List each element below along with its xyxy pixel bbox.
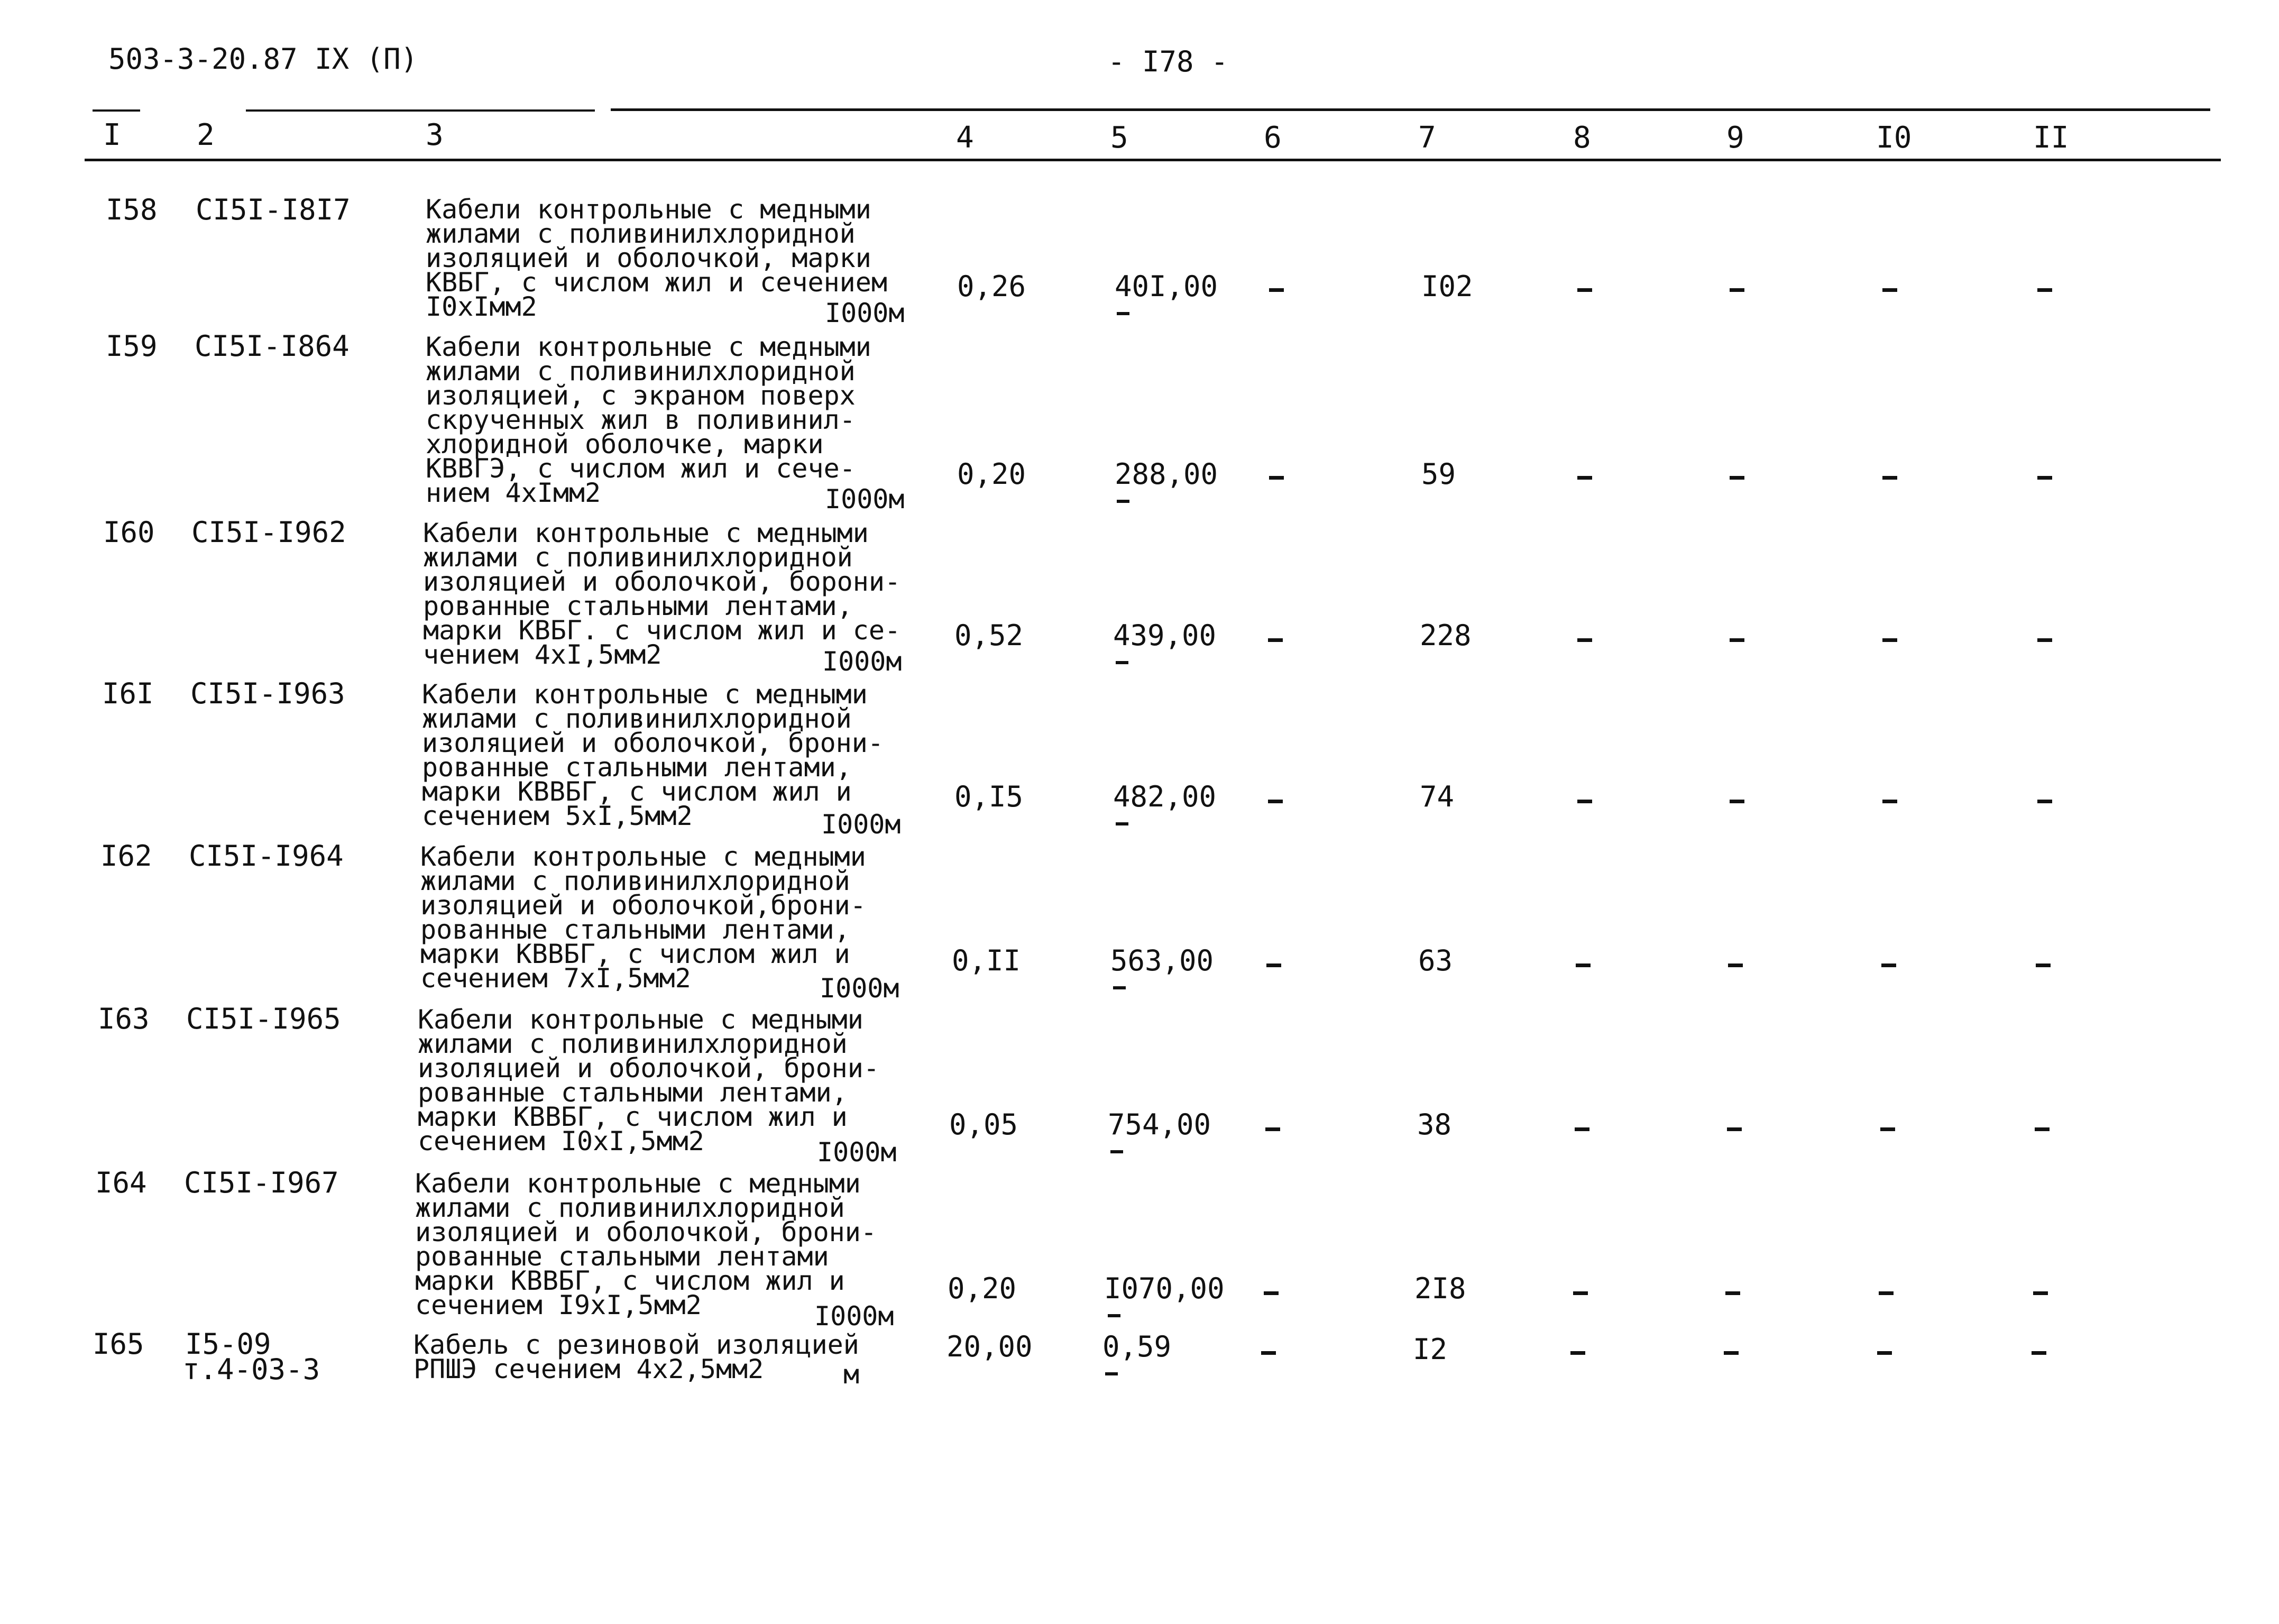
row-col8-dash [1577, 800, 1592, 803]
row-description: Кабели контрольные с медными жилами с поливинилхлоридной изоляцией и оболочкой, борони- рованные стальными лентами, марки КВБГ. с числом жил и се- чением 4xI,5мм2 [423, 518, 901, 670]
row-col7: 63 [1418, 944, 1453, 977]
row-col6-dash [1268, 638, 1283, 642]
column-header-7: 7 [1418, 121, 1436, 155]
col5-mark [1117, 500, 1129, 503]
row-col10-dash [1879, 1291, 1894, 1295]
column-header-1: I [103, 118, 121, 152]
row-code-reference: т.4-03-3 [182, 1353, 320, 1386]
row-unit: I000м [820, 973, 899, 1004]
row-number: I65 [93, 1327, 144, 1361]
row-code: CI5I-I967 [184, 1166, 339, 1199]
row-col4: 0,52 [954, 619, 1024, 652]
row-col4: 0,I5 [954, 780, 1024, 813]
row-col6-dash [1265, 1127, 1280, 1131]
row-unit: I000м [814, 1301, 894, 1332]
row-code: CI5I-I963 [190, 677, 345, 710]
row-col6-dash [1261, 1351, 1276, 1355]
row-unit: I000м [825, 298, 905, 328]
column-header-5: 5 [1110, 121, 1128, 155]
row-col7: 2I8 [1414, 1272, 1466, 1305]
row-col10-dash [1882, 800, 1897, 803]
row-col9-dash [1728, 964, 1743, 967]
column-header-2: 2 [197, 118, 215, 152]
row-description: Кабели контрольные с медными жилами с поливинилхлоридной изоляцией и оболочкой, брони- рованные стальными лентами марки КВВБГ, с числом жил и сечением I9xI,5мм2 [415, 1168, 877, 1320]
row-col11-dash [2037, 476, 2052, 480]
row-col8-dash [1576, 964, 1591, 967]
row-number: I62 [100, 839, 152, 873]
col5-mark [1116, 661, 1128, 664]
row-code: CI5I-I964 [189, 839, 344, 873]
row-col10-dash [1882, 288, 1897, 292]
column-header-4: 4 [956, 121, 974, 155]
row-number: I58 [106, 193, 158, 226]
row-col9-dash [1730, 638, 1744, 642]
row-description: Кабели контрольные с медными жилами с поливинилхлоридной изоляцией и оболочкой,брони- рованные стальными лентами, марки КВВБГ, с числом жил и сечением 7xI,5мм2 [420, 841, 866, 994]
column-header-3: 3 [426, 118, 444, 152]
row-col7: I2 [1413, 1333, 1448, 1366]
col5-mark [1105, 1372, 1118, 1375]
row-col4: 0,II [952, 944, 1021, 977]
row-col5: 288,00 [1115, 457, 1218, 491]
row-col4: 20,00 [946, 1330, 1033, 1363]
row-col10-dash [1882, 638, 1897, 642]
row-col9-dash [1724, 1351, 1739, 1355]
row-col11-dash [2037, 800, 2052, 803]
row-col10-dash [1881, 964, 1896, 967]
col5-mark [1110, 1150, 1123, 1153]
column-header-11: II [2033, 121, 2069, 155]
row-code: CI5I-I8I7 [196, 193, 351, 226]
row-description: Кабель с резиновой изоляцией РПШЭ сечением 4x2,5мм2 [413, 1329, 859, 1384]
header-rule-segment [93, 109, 140, 112]
row-col10-dash [1882, 476, 1897, 480]
col5-mark [1108, 1314, 1120, 1317]
row-unit: I000м [821, 809, 901, 840]
page-number: - I78 - [1108, 45, 1228, 78]
column-header-8: 8 [1573, 121, 1591, 155]
row-col4: 0,20 [957, 457, 1026, 491]
row-unit: I000м [817, 1137, 897, 1168]
row-unit: I000м [822, 646, 902, 677]
row-col5: 40I,00 [1115, 270, 1218, 303]
row-col8-dash [1577, 288, 1592, 292]
row-col9-dash [1730, 800, 1744, 803]
row-col4: 0,26 [957, 270, 1026, 303]
row-code: CI5I-I965 [186, 1002, 341, 1035]
row-col5: 563,00 [1110, 944, 1214, 977]
row-col10-dash [1880, 1127, 1895, 1131]
col5-mark [1113, 986, 1126, 989]
row-col11-dash [2035, 1127, 2050, 1131]
column-header-9: 9 [1726, 121, 1744, 155]
header-rule-top [611, 108, 2210, 111]
row-col9-dash [1730, 288, 1744, 292]
row-code: CI5I-I864 [195, 329, 350, 363]
row-col8-dash [1575, 1127, 1589, 1131]
row-col8-dash [1570, 1351, 1585, 1355]
row-col6-dash [1269, 288, 1284, 292]
row-col6-dash [1266, 964, 1281, 967]
row-col9-dash [1725, 1291, 1740, 1295]
row-col8-dash [1573, 1291, 1588, 1295]
row-col6-dash [1269, 476, 1284, 480]
row-col6-dash [1264, 1291, 1279, 1295]
row-col4: 0,05 [949, 1108, 1018, 1141]
header-rule-bottom [85, 159, 2221, 161]
row-col11-dash [2037, 638, 2052, 642]
row-col8-dash [1577, 638, 1592, 642]
row-col7: 228 [1420, 619, 1472, 652]
row-number: I60 [103, 516, 155, 549]
row-col8-dash [1577, 476, 1592, 480]
row-col7: 38 [1417, 1108, 1452, 1141]
row-unit: м [843, 1359, 860, 1390]
row-col7: 59 [1421, 457, 1456, 491]
row-col4: 0,20 [948, 1272, 1017, 1305]
row-code: CI5I-I962 [191, 516, 346, 549]
column-header-6: 6 [1264, 121, 1282, 155]
row-number: I64 [95, 1166, 147, 1199]
row-col5: I070,00 [1104, 1272, 1225, 1305]
row-number: I59 [106, 329, 158, 363]
col5-mark [1117, 312, 1129, 315]
row-col7: I02 [1421, 270, 1473, 303]
row-col9-dash [1730, 476, 1744, 480]
row-col5: 482,00 [1113, 780, 1217, 813]
row-description: Кабели контрольные с медными жилами с поливинилхлоридной изоляцией, с экраном поверх скрученных жил в поливинил- хлоридной оболочке, марки КВВГЭ, с числом жил и сече- нием 4xIмм2 [426, 332, 871, 508]
document-code: 503-3-20.87 IX (П) [108, 42, 418, 76]
row-col11-dash [2032, 1351, 2046, 1355]
row-col6-dash [1268, 800, 1283, 803]
row-col10-dash [1877, 1351, 1892, 1355]
row-col9-dash [1727, 1127, 1742, 1131]
row-col11-dash [2033, 1291, 2048, 1295]
header-rule-segment [246, 109, 595, 112]
row-description: Кабели контрольные с медными жилами с поливинилхлоридной изоляцией и оболочкой, брони- рованные стальными лентами, марки КВВБГ, с числом жил и сечением I0xI,5мм2 [418, 1004, 879, 1157]
row-unit: I000м [825, 484, 905, 515]
row-number: I6I [102, 677, 154, 710]
row-col5: 0,59 [1102, 1330, 1172, 1363]
row-col5: 754,00 [1108, 1108, 1211, 1141]
col5-mark [1116, 822, 1128, 825]
column-header-10: I0 [1876, 121, 1912, 155]
row-description: Кабели контрольные с медными жилами с поливинилхлоридной изоляцией и оболочкой, брони- рованные стальными лентами, марки КВВБГ, с числом жил и сечением 5xI,5мм2 [422, 679, 884, 831]
row-code: I5-09 [185, 1327, 271, 1361]
row-number: I63 [98, 1002, 150, 1035]
row-col11-dash [2037, 288, 2052, 292]
row-col5: 439,00 [1113, 619, 1217, 652]
row-col11-dash [2036, 964, 2051, 967]
row-description: Кабели контрольные с медными жилами с поливинилхлоридной изоляцией и оболочкой, марки КВБГ, с числом жил и сечением I0xIмм2 [426, 194, 887, 322]
row-col7: 74 [1420, 780, 1455, 813]
